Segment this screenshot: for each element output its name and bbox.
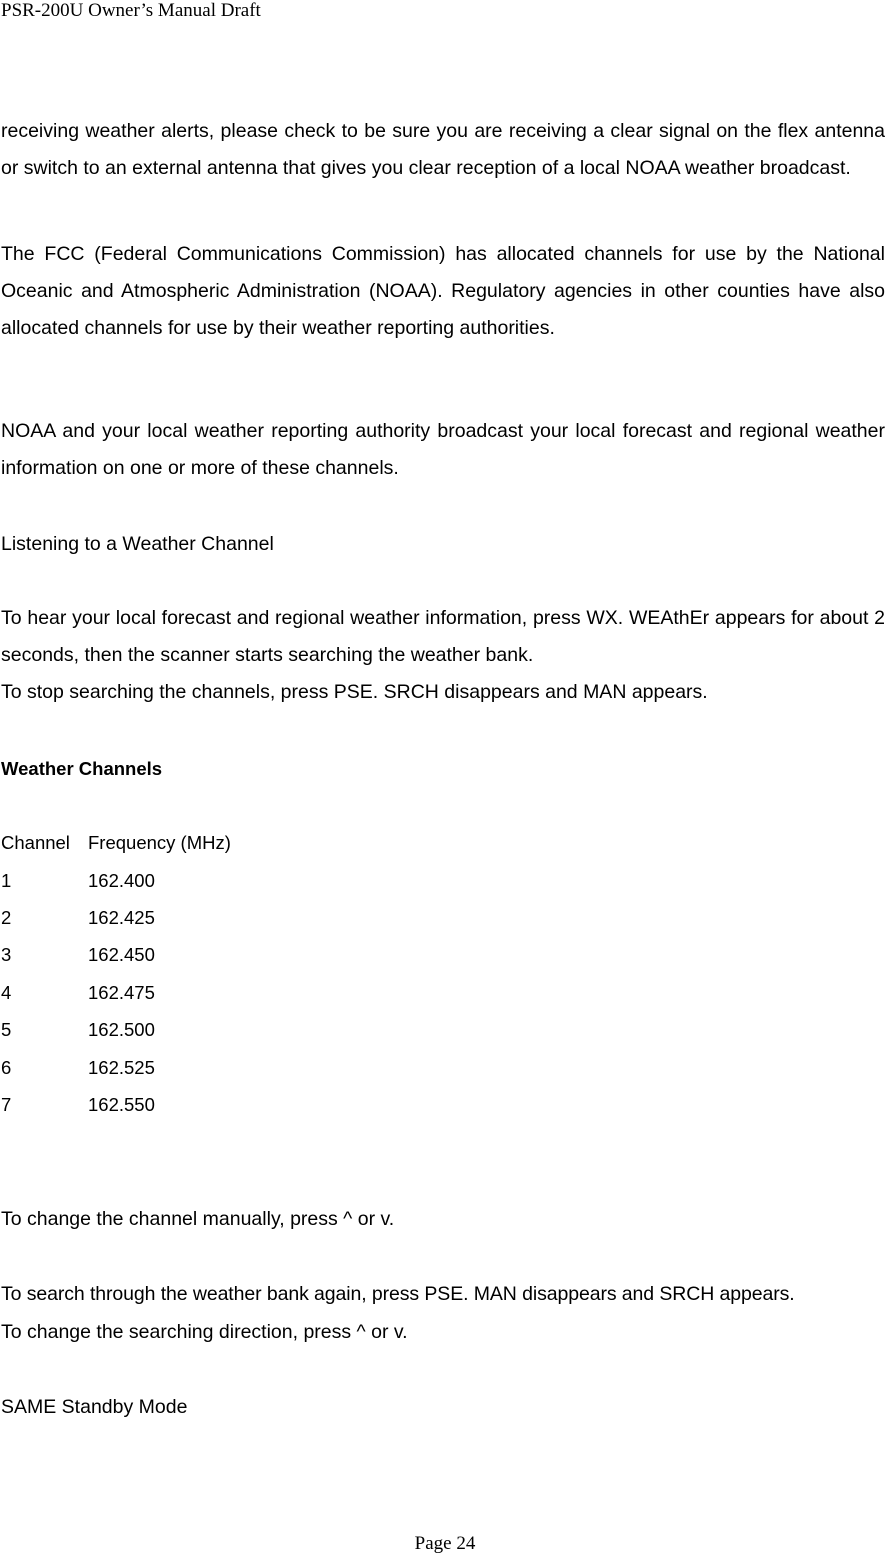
channel-cell: 6 bbox=[1, 1057, 12, 1078]
paragraph-noaa-broadcast: NOAA and your local weather reporting authority broadcast your local forecast and regional weather information on one or more of these channels. bbox=[1, 420, 885, 479]
channel-cell: 5 bbox=[1, 1019, 12, 1040]
channel-cell: 4 bbox=[1, 982, 12, 1003]
paragraph-search-again: To search through the weather bank again, press PSE. MAN disappears and SRCH appears. bbox=[1, 1283, 795, 1305]
channel-cell: 7 bbox=[1, 1094, 12, 1115]
frequency-cell: 162.425 bbox=[88, 907, 155, 928]
frequency-cell: 162.525 bbox=[88, 1057, 155, 1078]
channel-cell: 3 bbox=[1, 944, 12, 965]
column-header-channel: Channel bbox=[1, 832, 70, 853]
frequency-cell: 162.550 bbox=[88, 1094, 155, 1115]
frequency-cell: 162.500 bbox=[88, 1019, 155, 1040]
paragraph-hear-forecast: To hear your local forecast and regional weather information, press WX. WEAthEr appears for about 2 seconds, then the scanner starts searching the weather bank. bbox=[1, 607, 885, 666]
paragraph-weather-alerts: receiving weather alerts, please check to be sure you are receiving a clear signal on the flex antenna or switch to an external antenna that gives you clear reception of a local NOAA weather broadcast. bbox=[1, 120, 885, 179]
paragraph-change-channel: To change the channel manually, press ^ or v. bbox=[1, 1208, 395, 1230]
column-header-frequency: Frequency (MHz) bbox=[88, 832, 231, 853]
frequency-cell: 162.400 bbox=[88, 870, 155, 891]
frequency-cell: 162.450 bbox=[88, 944, 155, 965]
paragraph-stop-searching: To stop searching the channels, press PSE. SRCH disappears and MAN appears. bbox=[1, 681, 708, 703]
frequency-cell: 162.475 bbox=[88, 982, 155, 1003]
page-number: Page 24 bbox=[414, 1533, 476, 1554]
channel-cell: 1 bbox=[1, 870, 12, 891]
paragraph-change-direction: To change the searching direction, press ^ or v. bbox=[1, 1321, 408, 1343]
document-header: PSR-200U Owner’s Manual Draft bbox=[1, 0, 261, 21]
channel-cell: 2 bbox=[1, 907, 12, 928]
paragraph-fcc: The FCC (Federal Communications Commission) has allocated channels for use by the National Oceanic and Atmospheric Administration (NOAA). Regulatory agencies in other counties have also allocated channels for use by their weather reporting authorities. bbox=[1, 243, 885, 339]
heading-listening: Listening to a Weather Channel bbox=[1, 533, 274, 555]
heading-same-standby: SAME Standby Mode bbox=[1, 1396, 188, 1418]
heading-weather-channels: Weather Channels bbox=[1, 758, 163, 779]
